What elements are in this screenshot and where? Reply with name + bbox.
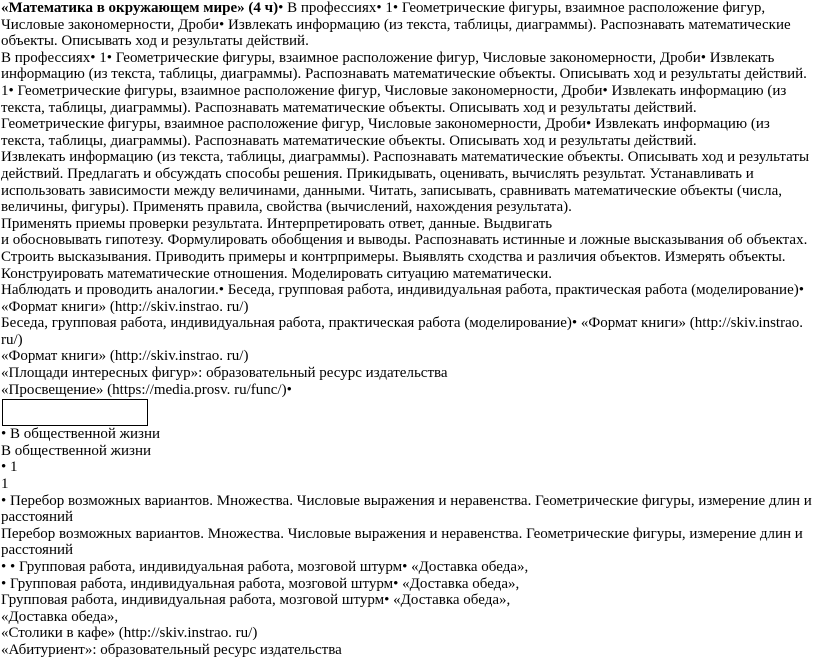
- paragraph: «Формат книги» (http://skiv.instrao. ru/): [1, 348, 249, 365]
- paragraph: Наблюдать и проводить аналогии.• Беседа, групповая работа, индивидуальная работа, практическая работа (моделирование)• «Формат книги» (http://skiv.instrao. ru/): [1, 282, 804, 315]
- paragraph: [1, 0, 816, 50]
- paragraph: «Абитуриент»: образовательный ресурс издательства: [1, 641, 342, 658]
- paragraph: • Групповая работа, индивидуальная работа, мозговой штурм• «Доставка обеда»,: [1, 575, 520, 592]
- paragraph-text: • В профессиях• 1• Геометрические фигуры, взаимное расположение фигур, Числовые закономерности, Дроби• Извлекать информацию (из текста, таблицы, диаграммы). Распознавать математические объекты. Описывать ход и результаты действий.: [1, 0, 791, 50]
- paragraph: «Площади интересных фигур»: образовательный ресурс издательства: [1, 365, 448, 382]
- paragraph: Перебор возможных вариантов. Множества. Числовые выражения и неравенства. Геометрические фигуры, измерение длин и расстояний: [1, 525, 803, 559]
- paragraph: Извлекать информацию (из текста, таблицы, диаграммы). Распознавать математические объекты. Описывать ход и результаты действий. Предлагать и обсуждать способы решения. Прикидывать, оценивать, вычислять результат. Устанавливать и использовать зависимости между величинами, данными. Читать, записывать, сравнивать математические объекты (числа, величины, фигуры). Применять правила, свойства (вычислений, нахождения результата).: [1, 149, 810, 216]
- paragraph: «Столики в кафе» (http://skiv.instrao. ru/): [1, 625, 258, 642]
- paragraph: «Доставка обеда»,: [1, 608, 119, 625]
- paragraph: и обосновывать гипотезу. Формулировать обобщения и выводы. Распознавать истинные и ложные высказывания об объектах. Строить высказывания. Приводить примеры и контрпримеры. Выявлять сходства и различия объектов. Измерять объекты. Конструировать математические отношения. Моделировать ситуацию математически.: [1, 232, 808, 282]
- paragraph: Групповая работа, индивидуальная работа, мозговой штурм• «Доставка обеда»,: [1, 592, 511, 609]
- paragraph: • В общественной жизни: [1, 426, 161, 443]
- paragraph: • 1: [1, 459, 18, 476]
- paragraph: 1• Геометрические фигуры, взаимное расположение фигур, Числовые закономерности, Дроби• Извлекать информацию (из текста, таблицы, диаграммы). Распознавать математические объекты. Описывать ход и результаты действий.: [1, 82, 787, 116]
- paragraph: «Просвещение» (https://media.prosv. ru/func/)•: [1, 381, 292, 398]
- paragraph: Геометрические фигуры, взаимное расположение фигур, Числовые закономерности, Дроби• Извлекать информацию (из текста, таблицы, диаграммы). Распознавать математические объекты. Описывать ход и результаты действий.: [1, 116, 770, 149]
- paragraph: • Перебор возможных вариантов. Множества. Числовые выражения и неравенства. Геометрические фигуры, измерение длин и расстояний: [1, 492, 812, 526]
- paragraph: В общественной жизни: [1, 442, 152, 459]
- paragraph: В профессиях• 1• Геометрические фигуры, взаимное расположение фигур, Числовые закономерности, Дроби• Извлекать информацию (из текста, таблицы, диаграммы). Распознавать математические объекты. Описывать ход и результаты действий.: [1, 49, 807, 83]
- empty-table-cell: [2, 399, 148, 426]
- paragraph: Применять приемы проверки результата. Интерпретировать ответ, данные. Выдвигать: [1, 215, 553, 232]
- paragraph: Беседа, групповая работа, индивидуальная работа, практическая работа (моделирование)• «Формат книги» (http://skiv.instrao. ru/): [1, 315, 803, 348]
- paragraph: • • Групповая работа, индивидуальная работа, мозговой штурм• «Доставка обеда»,: [1, 559, 529, 575]
- paragraph: 1: [1, 476, 9, 493]
- section-heading: «Математика в окружающем мире» (4 ч): [1, 0, 279, 16]
